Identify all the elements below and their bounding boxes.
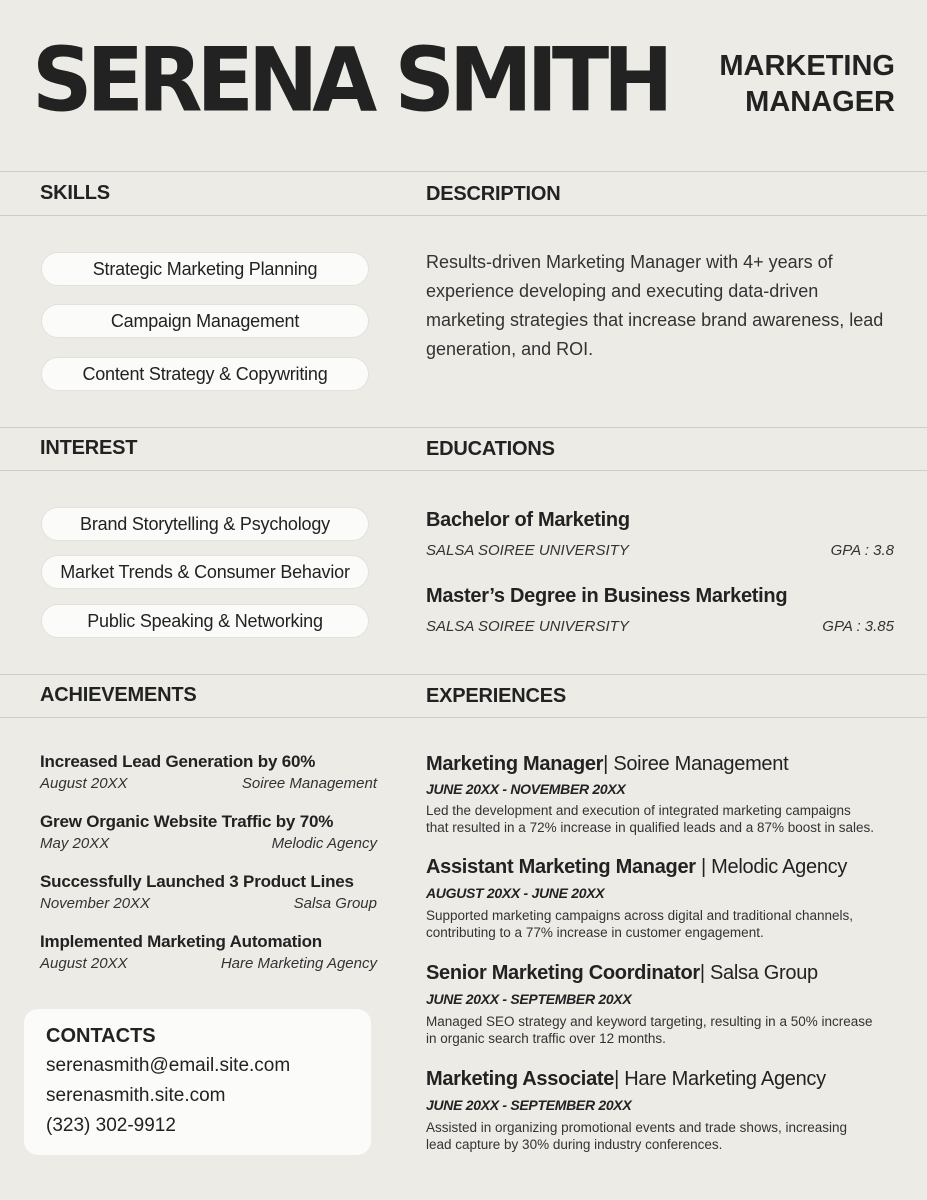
experience-description: Supported marketing campaigns across digital and traditional channels, contributing to a 77% increase in customer engagement. (426, 908, 853, 940)
contact-email[interactable]: serenasmith@email.site.com (46, 1055, 291, 1076)
achievement-date: November 20XX (40, 895, 151, 912)
achievement-date: May 20XX (40, 835, 110, 852)
skill-pill: Content Strategy & Copywriting (41, 357, 369, 391)
description-text: Results-driven Marketing Manager with 4+ years of experience developing and executing data-driven marketing strategies that increase brand awareness, lead generation, and ROI. (426, 252, 884, 359)
experiences-heading: EXPERIENCES (426, 685, 567, 707)
experience-company: | Melodic Agency (695, 856, 848, 878)
education-gpa: GPA : 3.8 (830, 542, 894, 559)
experience-dates: JUNE 20XX - SEPTEMBER 20XX (426, 991, 632, 1007)
skills-heading: SKILLS (40, 182, 110, 204)
experience-company: | Hare Marketing Agency (614, 1068, 826, 1090)
divider (0, 470, 927, 471)
interest-heading: INTEREST (40, 437, 138, 459)
skill-pill: Campaign Management (41, 304, 369, 338)
job-title (719, 48, 895, 120)
experience-dates: JUNE 20XX - SEPTEMBER 20XX (426, 1097, 632, 1113)
achievement-title: Implemented Marketing Automation (40, 932, 322, 951)
experience-title (426, 856, 847, 879)
achievement-date: August 20XX (40, 955, 128, 972)
experience-description: Managed SEO strategy and keyword targeting, resulting in a 50% increase in organic search traffic over 12 months. (426, 1014, 873, 1046)
experience-description: Assisted in organizing promotional events and trade shows, increasing lead capture by 30% during industry conferences. (426, 1120, 847, 1152)
education-school: SALSA SOIREE UNIVERSITY (426, 618, 629, 635)
achievement-org: Salsa Group (293, 895, 377, 912)
education-degree: Bachelor of Marketing (426, 509, 630, 531)
candidate-name: SERENA SMITH (32, 28, 668, 132)
experience-title (426, 1068, 826, 1091)
experience-company: | Salsa Group (699, 962, 818, 984)
experience-description: Led the development and execution of integrated marketing campaigns that resulted in a 72% increase in qualified leads and a 87% boost in sales. (426, 803, 875, 835)
experience-company: | Soiree Management (603, 753, 789, 775)
divider (0, 717, 927, 718)
contact-website[interactable]: serenasmith.site.com (46, 1085, 226, 1106)
educations-heading: EDUCATIONS (426, 438, 555, 460)
description-heading: DESCRIPTION (426, 183, 561, 205)
achievement-date: August 20XX (40, 775, 128, 792)
contacts-heading: CONTACTS (46, 1025, 156, 1047)
achievement-org: Melodic Agency (271, 835, 377, 852)
experience-role: Assistant Marketing Manager (426, 856, 696, 878)
achievement-title: Increased Lead Generation by 60% (40, 752, 316, 771)
contact-phone[interactable]: (323) 302-9912 (46, 1115, 176, 1136)
experience-dates: JUNE 20XX - NOVEMBER 20XX (426, 781, 626, 797)
skill-pill: Strategic Marketing Planning (41, 252, 369, 286)
education-degree: Master’s Degree in Business Marketing (426, 585, 788, 607)
experience-role: Senior Marketing Coordinator (426, 962, 700, 984)
divider (0, 215, 927, 216)
experience-title (426, 962, 818, 985)
education-gpa: GPA : 3.85 (822, 618, 894, 635)
job-title-line-2: MANAGER (745, 86, 895, 118)
divider (0, 674, 927, 675)
achievement-title: Successfully Launched 3 Product Lines (40, 872, 354, 891)
contacts-card (24, 1009, 371, 1155)
education-school: SALSA SOIREE UNIVERSITY (426, 542, 629, 559)
experience-role: Marketing Manager (426, 753, 604, 775)
experience-role: Marketing Associate (426, 1068, 615, 1090)
job-title-line-1: MARKETING (719, 50, 895, 82)
achievement-org: Soiree Management (241, 775, 377, 792)
interest-pill: Brand Storytelling & Psychology (41, 507, 369, 541)
achievement-org: Hare Marketing Agency (220, 955, 377, 972)
experience-dates: AUGUST 20XX - JUNE 20XX (426, 885, 605, 901)
experience-title (426, 753, 788, 776)
divider (0, 171, 927, 172)
divider (0, 427, 927, 428)
interest-pill: Market Trends & Consumer Behavior (41, 555, 369, 589)
interest-pill: Public Speaking & Networking (41, 604, 369, 638)
achievements-heading: ACHIEVEMENTS (40, 684, 197, 706)
achievement-title: Grew Organic Website Traffic by 70% (40, 812, 334, 831)
